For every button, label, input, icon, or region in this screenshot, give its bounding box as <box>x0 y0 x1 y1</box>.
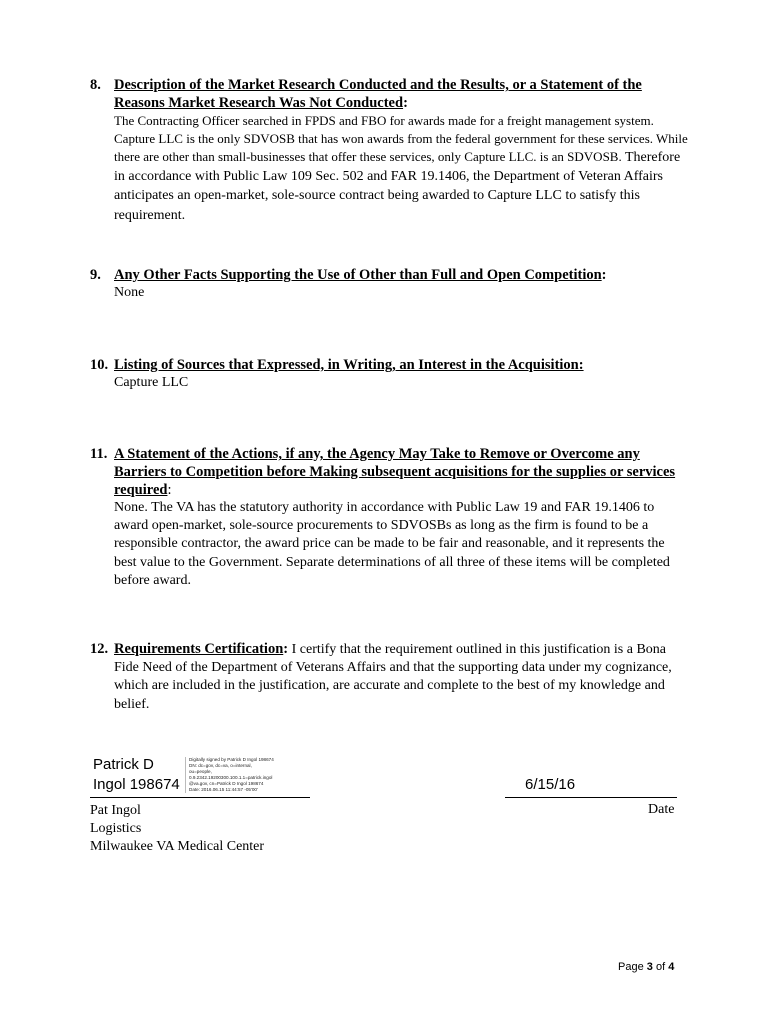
section-body: The Contracting Officer searched in FPDS and FBO for awards made for a freight management system. Capture LLC is the only SDVOSB that has won awards from the federal government for these services. While there are other than small-businesses that offer these services, only Capture LLC. is an SDVOSB. Therefore in accordance with Public Law 109 Sec. 502 and FAR 19.1406, the Department of Veteran Affairs anticipates an open-market, sole-source contract being awarded to Capture LLC to satisfy this requirement. <box>114 113 688 223</box>
section-heading: Any Other Facts Supporting the Use of Other than Full and Open Competition: <box>114 267 607 283</box>
section-number: 9. <box>90 267 101 283</box>
section-number: 8. <box>90 77 101 93</box>
section-number: 11. <box>90 446 108 462</box>
section-8 <box>90 76 690 225</box>
section-body: Requirements Certification: I certify that the requirement outlined in this justification is a Bona Fide Need of the Department of Veterans Affairs and that the supporting data under my cognizance, which are included in the justification, are accurate and complete to the best of my knowledge and belief. <box>114 641 672 712</box>
date-line <box>505 797 677 798</box>
section-number: 12. <box>90 641 109 657</box>
section-body: Capture LLC <box>114 375 189 390</box>
section-heading: Listing of Sources that Expressed, in Writing, an Interest in the Acquisition: <box>114 357 584 373</box>
signature-line <box>90 797 310 798</box>
section-body: None <box>114 285 145 300</box>
section-number: 10. <box>90 357 109 373</box>
section-12 <box>90 640 690 714</box>
signer-name: Pat Ingol <box>90 803 141 818</box>
section-9 <box>90 266 690 302</box>
section-10 <box>90 356 690 392</box>
signature-date: 6/15/16 <box>525 776 576 793</box>
digital-signature-details: Digitally signed by Patrick D Ingol 198674 DN: dc=gov, dc=va, o=internal, ou=people, 0.9.2342.19200300.100.1.1=patrick.ingol @va.gov, cn=Patrick D Ingol 198674 Date: 2016.06.15 11:44:57 -05'00' <box>185 757 309 793</box>
signature-name: Patrick D Ingol 198674 <box>93 756 180 793</box>
signer-dept: Logistics <box>90 821 142 836</box>
signer-info <box>90 802 264 856</box>
page-number: Page 3 of 4 <box>618 961 675 973</box>
section-heading: Description of the Market Research Conducted and the Results, or a Statement of the Reasons Market Research Was Not Conducted: <box>114 77 642 111</box>
signer-org: Milwaukee VA Medical Center <box>90 839 265 854</box>
date-label: Date <box>648 802 675 817</box>
section-11 <box>90 445 690 590</box>
section-heading: A Statement of the Actions, if any, the Agency May Take to Remove or Overcome any Barriers to Competition before Making subsequent acquisitions for the supplies or services required: <box>114 446 676 498</box>
section-body: None. The VA has the statutory authority in accordance with Public Law 19 and FAR 19.1406 to award open-market, sole-source procurements to SDVOSBs as long as the firm is found to be a responsible contractor, the award price can be made to be fair and reasonable, and it represents the best value to the Government. Separate determinations of all three of these items will be completed before award. <box>114 500 670 588</box>
